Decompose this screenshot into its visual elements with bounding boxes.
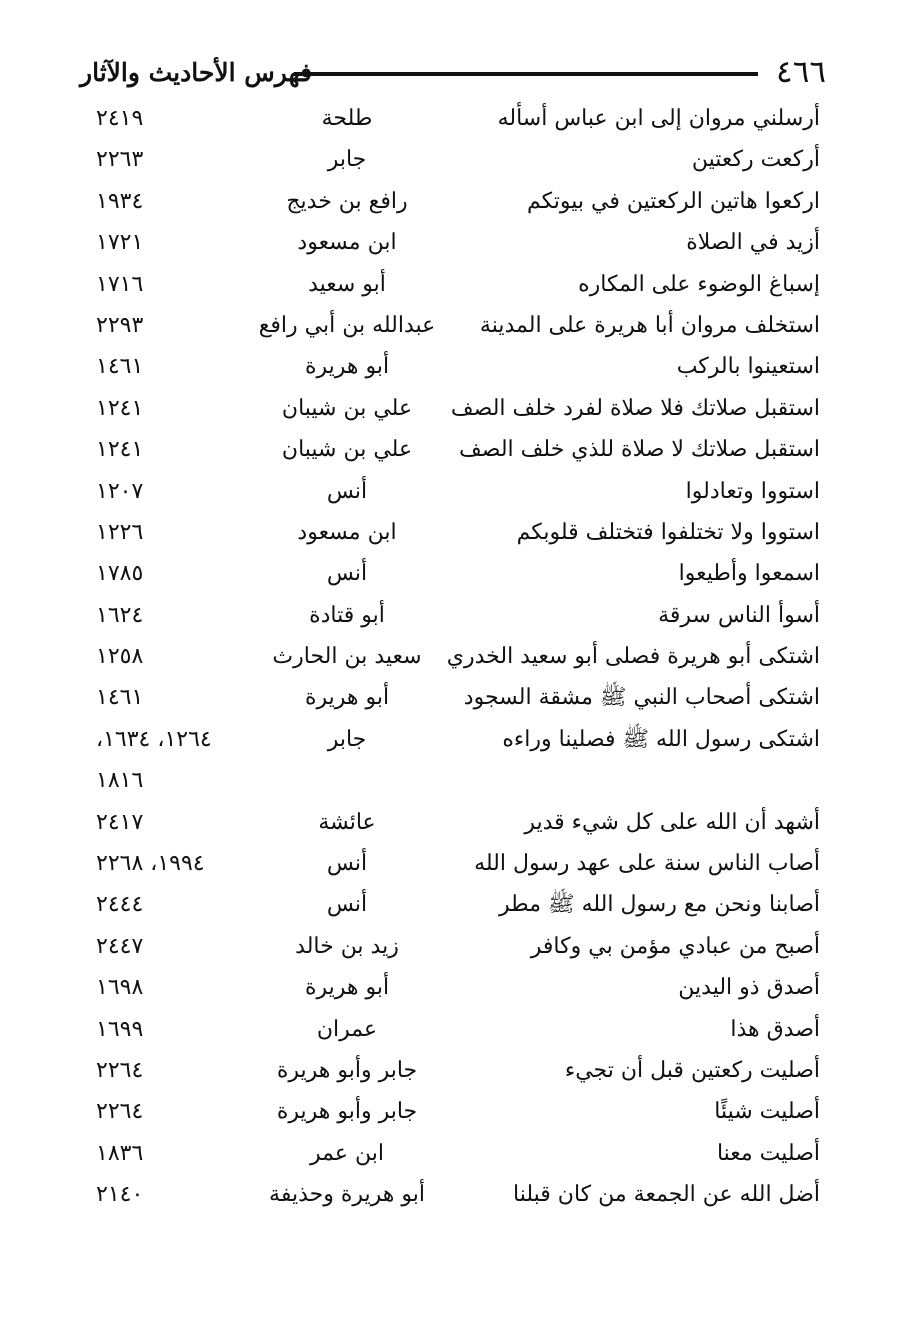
hadith-text: أصابنا ونحن مع رسول الله ﷺ مطر: [499, 892, 820, 918]
reference-number: ١٦٩٨: [96, 975, 144, 1001]
hadith-text: أصاب الناس سنة على عهد رسول الله: [474, 851, 820, 877]
index-row: [0, 760, 916, 801]
index-row: [0, 1050, 916, 1091]
reference-number: ١٩٣٤: [96, 188, 144, 214]
reference-number: ١٢٥٨: [96, 644, 144, 670]
narrator-name: زيد بن خالد: [295, 933, 399, 959]
hadith-text: أصليت معنا: [716, 1140, 820, 1166]
reference-number: ١٢٤١: [96, 437, 144, 463]
hadith-text: أصبح من عبادي مؤمن بي وكافر: [530, 933, 820, 959]
reference-number: ١٧١٦: [96, 271, 144, 297]
index-row: [0, 264, 916, 305]
narrator-name: أنس: [326, 851, 368, 877]
hadith-text: استقبل صلاتك لا صلاة للذي خلف الصف: [458, 437, 820, 463]
reference-number: ٢٢٦٤: [96, 1057, 144, 1083]
hadith-text: اشتكى أبو هريرة فصلى أبو سعيد الخدري: [446, 644, 820, 670]
narrator-name: علي بن شيبان: [281, 395, 413, 421]
narrator-name: عبدالله بن أبي رافع: [258, 312, 436, 338]
index-row: [0, 802, 916, 843]
narrator-name: علي بن شيبان: [281, 437, 413, 463]
reference-number: ٢٢٦٣: [96, 147, 144, 173]
hadith-text: اركعوا هاتين الركعتين في بيوتكم: [526, 188, 820, 214]
hadith-text: أصليت شيئًا: [714, 1099, 820, 1125]
reference-number: ٢٢٦٤: [96, 1099, 144, 1125]
reference-number: ٢١٤٠: [96, 1182, 144, 1208]
page-header: [70, 52, 830, 96]
hadith-text: أرسلني مروان إلى ابن عباس أسأله: [497, 106, 820, 131]
narrator-name: ابن مسعود: [297, 230, 397, 256]
narrator-name: أبو هريرة وحذيفة: [269, 1182, 425, 1208]
reference-number: ٢٢٩٣: [96, 312, 144, 338]
hadith-text: أصدق هذا: [730, 1016, 820, 1042]
index-row: [0, 967, 916, 1008]
reference-number: ١٢٠٧: [96, 478, 144, 504]
hadith-text: أسوأ الناس سرقة: [658, 602, 820, 628]
narrator-name: ابن عمر: [310, 1140, 384, 1166]
index-row: [0, 98, 916, 139]
narrator-name: جابر: [327, 726, 367, 752]
hadith-text: أزيد في الصلاة: [686, 230, 820, 256]
reference-number: ٢٤٤٧: [96, 933, 144, 959]
reference-number: ١٨١٦: [96, 768, 144, 794]
index-row: [0, 181, 916, 222]
hadith-text: أضل الله عن الجمعة من كان قبلنا: [513, 1182, 820, 1208]
index-table: [0, 98, 916, 1216]
reference-number: ١٨٣٦: [96, 1140, 144, 1166]
page-number: ٤٦٦: [776, 54, 826, 90]
reference-number: ١٢٦٤، ١٦٣٤،: [96, 726, 212, 752]
hadith-text: اشتكى أصحاب النبي ﷺ مشقة السجود: [463, 685, 820, 711]
hadith-text: أصدق ذو اليدين: [678, 975, 820, 1001]
reference-number: ١٢٤١: [96, 395, 144, 421]
hadith-text: أصليت ركعتين قبل أن تجيء: [564, 1057, 820, 1083]
hadith-text: استخلف مروان أبا هريرة على المدينة: [479, 312, 820, 338]
index-row: [0, 222, 916, 263]
hadith-text: استووا ولا تختلفوا فتختلف قلوبكم: [516, 519, 820, 545]
reference-number: ٢٤١٧: [96, 809, 144, 835]
narrator-name: أبو هريرة: [304, 685, 390, 711]
narrator-name: أنس: [326, 561, 368, 587]
index-row: [0, 1174, 916, 1215]
reference-number: ١٦٢٤: [96, 602, 144, 628]
reference-number: ١٩٩٤، ٢٢٦٨: [96, 851, 205, 877]
narrator-name: جابر: [327, 147, 367, 173]
narrator-name: سعيد بن الحارث: [272, 644, 422, 670]
narrator-name: أبو هريرة: [304, 975, 390, 1001]
index-row: [0, 346, 916, 387]
index-row: [0, 926, 916, 967]
hadith-text: أشهد أن الله على كل شيء قدير: [524, 809, 820, 835]
reference-number: ٢٤٤٤: [96, 892, 144, 918]
narrator-name: عمران: [316, 1016, 378, 1042]
reference-number: ١٧٢١: [96, 230, 144, 256]
hadith-text: إسباغ الوضوء على المكاره: [578, 271, 820, 297]
narrator-name: أنس: [326, 478, 368, 504]
index-row: [0, 719, 916, 760]
narrator-name: جابر وأبو هريرة: [276, 1099, 418, 1125]
narrator-name: جابر وأبو هريرة: [276, 1057, 418, 1083]
index-row: [0, 139, 916, 180]
index-row: [0, 305, 916, 346]
index-row: [0, 1133, 916, 1174]
reference-number: ١٧٨٥: [96, 561, 144, 587]
index-row: [0, 512, 916, 553]
reference-number: ١٤٦١: [96, 685, 144, 711]
index-row: [0, 884, 916, 925]
hadith-text: اشتكى رسول الله ﷺ فصلينا وراءه: [502, 726, 820, 752]
narrator-name: أبو سعيد: [308, 271, 386, 297]
header-rule: [294, 72, 758, 76]
index-row: [0, 636, 916, 677]
page-title: فهرس الأحاديث والآثار: [80, 58, 313, 87]
index-row: [0, 595, 916, 636]
reference-number: ١٢٢٦: [96, 519, 144, 545]
narrator-name: عائشة: [318, 809, 376, 835]
index-row: [0, 1091, 916, 1132]
index-row: [0, 1009, 916, 1050]
index-row: [0, 843, 916, 884]
narrator-name: أنس: [326, 892, 368, 918]
hadith-text: استقبل صلاتك فلا صلاة لفرد خلف الصف: [450, 395, 820, 421]
narrator-name: ابن مسعود: [297, 519, 397, 545]
index-row: [0, 471, 916, 512]
narrator-name: أبو قتادة: [309, 602, 385, 628]
reference-number: ١٤٦١: [96, 354, 144, 380]
index-row: [0, 553, 916, 594]
narrator-name: أبو هريرة: [304, 354, 390, 380]
hadith-text: استعينوا بالركب: [676, 354, 820, 380]
index-row: [0, 677, 916, 718]
reference-number: ١٦٩٩: [96, 1016, 144, 1042]
narrator-name: رافع بن خديج: [286, 188, 408, 214]
hadith-text: اسمعوا وأطيعوا: [678, 561, 820, 587]
narrator-name: طلحة: [321, 106, 373, 131]
index-row: [0, 388, 916, 429]
reference-number: ٢٤١٩: [96, 106, 144, 131]
hadith-text: أركعت ركعتين: [691, 147, 820, 173]
index-row: [0, 429, 916, 470]
hadith-text: استووا وتعادلوا: [685, 478, 820, 504]
